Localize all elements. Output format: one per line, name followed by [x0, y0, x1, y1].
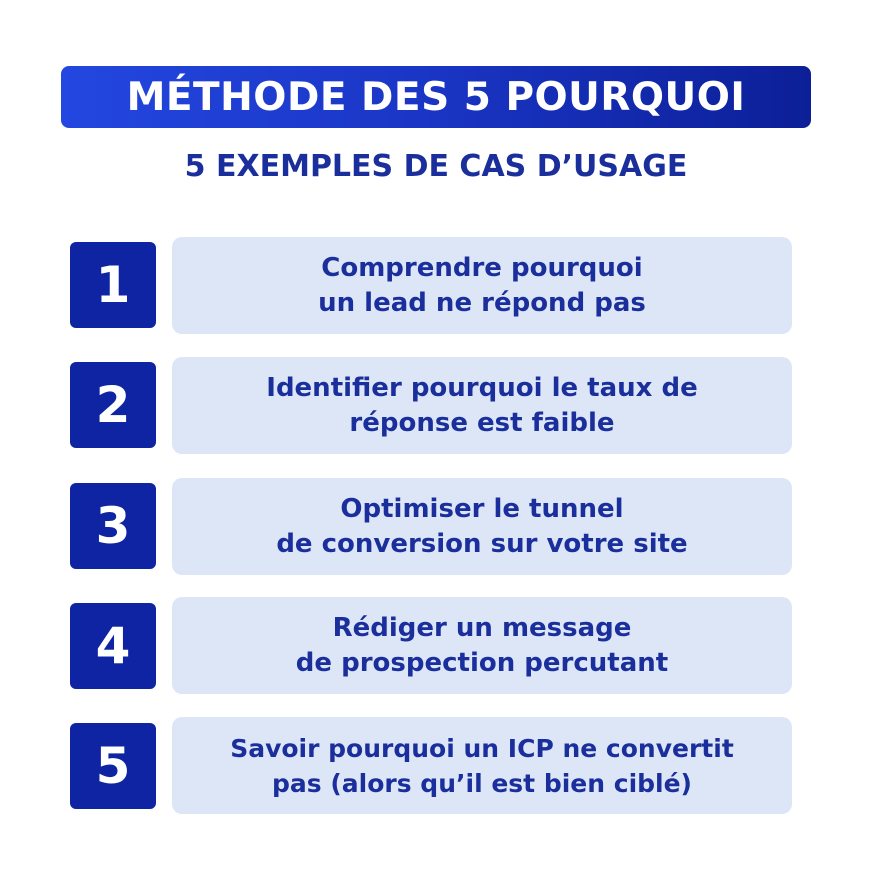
item-card-2: [172, 357, 792, 454]
page-title: MÉTHODE DES 5 POURQUOI: [126, 74, 746, 120]
item-text-5: Savoir pourquoi un ICP ne convertit pas (alors qu’il est bien ciblé): [230, 733, 734, 798]
item-text-4: Rédiger un message de prospection percutant: [295, 612, 669, 678]
item-number-2: 2: [70, 362, 156, 448]
item-card-1: [172, 237, 792, 334]
item-number-1: 1: [70, 242, 156, 328]
item-number-5: 5: [70, 723, 156, 809]
item-text-1: Comprendre pourquoi un lead ne répond pas: [318, 252, 646, 318]
page-subtitle: 5 EXEMPLES DE CAS D’USAGE: [184, 149, 688, 184]
item-text-3: Optimiser le tunnel de conversion sur votre site: [276, 493, 688, 559]
item-card-3: [172, 478, 792, 575]
title-banner: [61, 66, 811, 128]
item-number-4: 4: [70, 603, 156, 689]
item-card-4: [172, 597, 792, 694]
item-text-2: Identifier pourquoi le taux de réponse est faible: [266, 372, 698, 438]
item-number-3: 3: [70, 483, 156, 569]
item-card-5: [172, 717, 792, 814]
